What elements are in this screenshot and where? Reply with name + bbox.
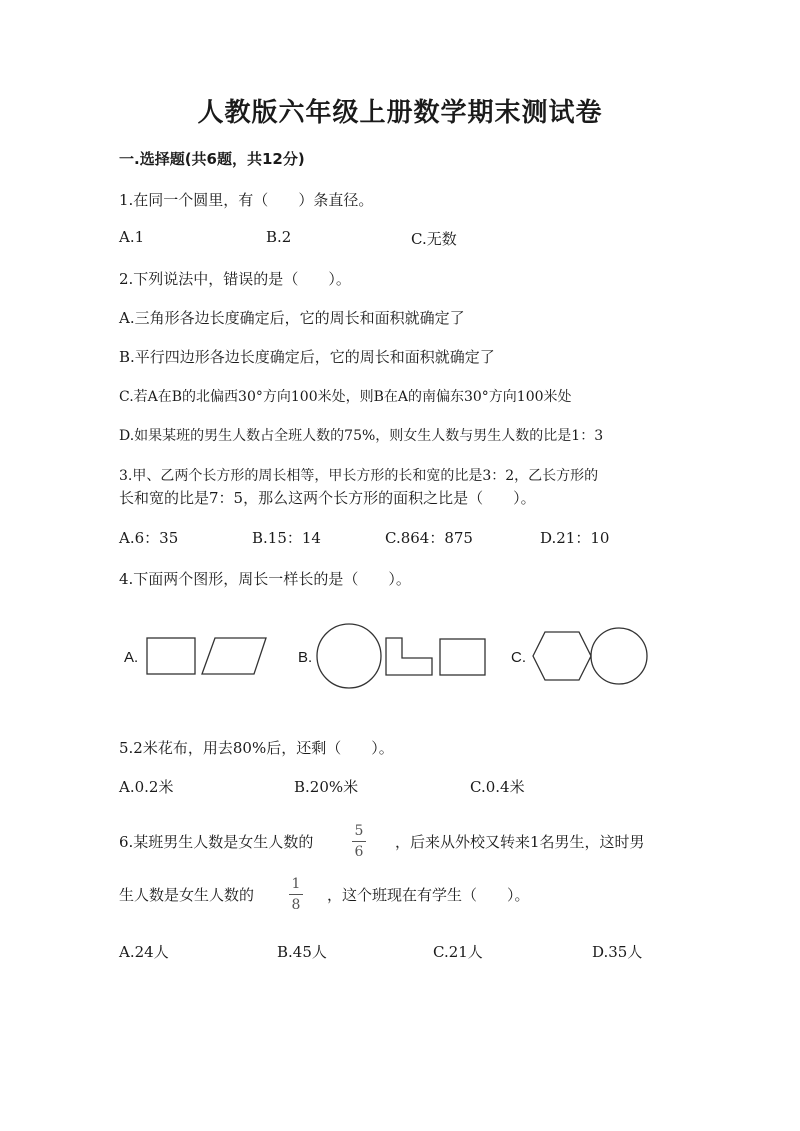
question-6-stem-d: ，这个班现在有学生（ ）。 (327, 886, 530, 904)
fraction-one-eighth (284, 875, 308, 914)
question-3-stem-line1: 3.甲、乙两个长方形的周长相等，甲长方形的长和宽的比是3：2，乙长方形的 (119, 468, 599, 484)
q4-figure-label-a[interactable]: A. (124, 649, 139, 666)
q6-option-c[interactable]: C.21人 (433, 943, 483, 961)
l-shape (386, 638, 432, 675)
question-4-stem: 4.下面两个图形，周长一样长的是（ ）。 (119, 570, 411, 588)
hexagon-shape (533, 632, 591, 680)
question-6-stem-a: 6.某班男生人数是女生人数的 (119, 833, 314, 851)
q5-option-b[interactable]: B.20%米 (294, 778, 359, 796)
q4-figure-label-c[interactable]: C. (511, 649, 526, 666)
square-shape (147, 638, 195, 674)
fraction-denominator: 6 (354, 844, 364, 860)
page-title: 人教版六年级上册数学期末测试卷 (197, 98, 603, 128)
fraction-five-sixths (347, 822, 371, 861)
question-3-stem-line2: 长和宽的比是7：5，那么这两个长方形的面积之比是（ ）。 (119, 489, 536, 507)
q1-option-a[interactable]: A.1 (119, 228, 145, 246)
circle-shape-small (591, 628, 647, 684)
fraction-bar (289, 894, 303, 895)
question-2-stem: 2.下列说法中，错误的是（ ）。 (119, 270, 351, 288)
q2-option-a[interactable]: A.三角形各边长度确定后，它的周长和面积就确定了 (119, 309, 465, 327)
q2-option-c[interactable]: C.若A在B的北偏西30°方向100米处，则B在A的南偏东30°方向100米处 (119, 389, 572, 405)
q2-option-b[interactable]: B.平行四边形各边长度确定后，它的周长和面积就确定了 (119, 348, 495, 366)
q4-figure-label-b[interactable]: B. (298, 649, 313, 666)
question-6-stem-b: ，后来从外校又转来1名男生，这时男 (395, 833, 645, 851)
fraction-denominator: 8 (291, 897, 301, 913)
q3-option-c[interactable]: C.864：875 (385, 529, 473, 547)
section-heading: 一.选择题(共6题，共12分) (119, 150, 305, 168)
q3-option-b[interactable]: B.15：14 (252, 529, 321, 547)
fraction-bar (352, 841, 366, 842)
q3-option-d[interactable]: D.21：10 (540, 529, 610, 547)
circle-shape (317, 624, 381, 688)
q6-option-a[interactable]: A.24人 (119, 943, 169, 961)
q1-option-c[interactable]: C.无数 (411, 230, 457, 248)
q5-option-a[interactable]: A.0.2米 (119, 778, 174, 796)
q2-option-d[interactable]: D.如果某班的男生人数占全班人数的75%，则女生人数与男生人数的比是1：3 (119, 428, 604, 444)
question-5-stem: 5.2米花布，用去80%后，还剩（ ）。 (119, 739, 394, 757)
q6-option-d[interactable]: D.35人 (592, 943, 643, 961)
q1-option-b[interactable]: B.2 (266, 228, 292, 246)
question-6-stem-c: 生人数是女生人数的 (119, 886, 255, 904)
q6-option-b[interactable]: B.45人 (277, 943, 327, 961)
fraction-numerator: 5 (354, 823, 364, 839)
q5-option-c[interactable]: C.0.4米 (470, 778, 525, 796)
fraction-numerator: 1 (291, 876, 301, 892)
q3-option-a[interactable]: A.6：35 (119, 529, 179, 547)
parallelogram-shape (202, 638, 266, 674)
question-1-stem: 1.在同一个圆里，有（ ）条直径。 (119, 191, 374, 209)
q4-figures (0, 615, 800, 695)
rectangle-shape (440, 639, 485, 675)
